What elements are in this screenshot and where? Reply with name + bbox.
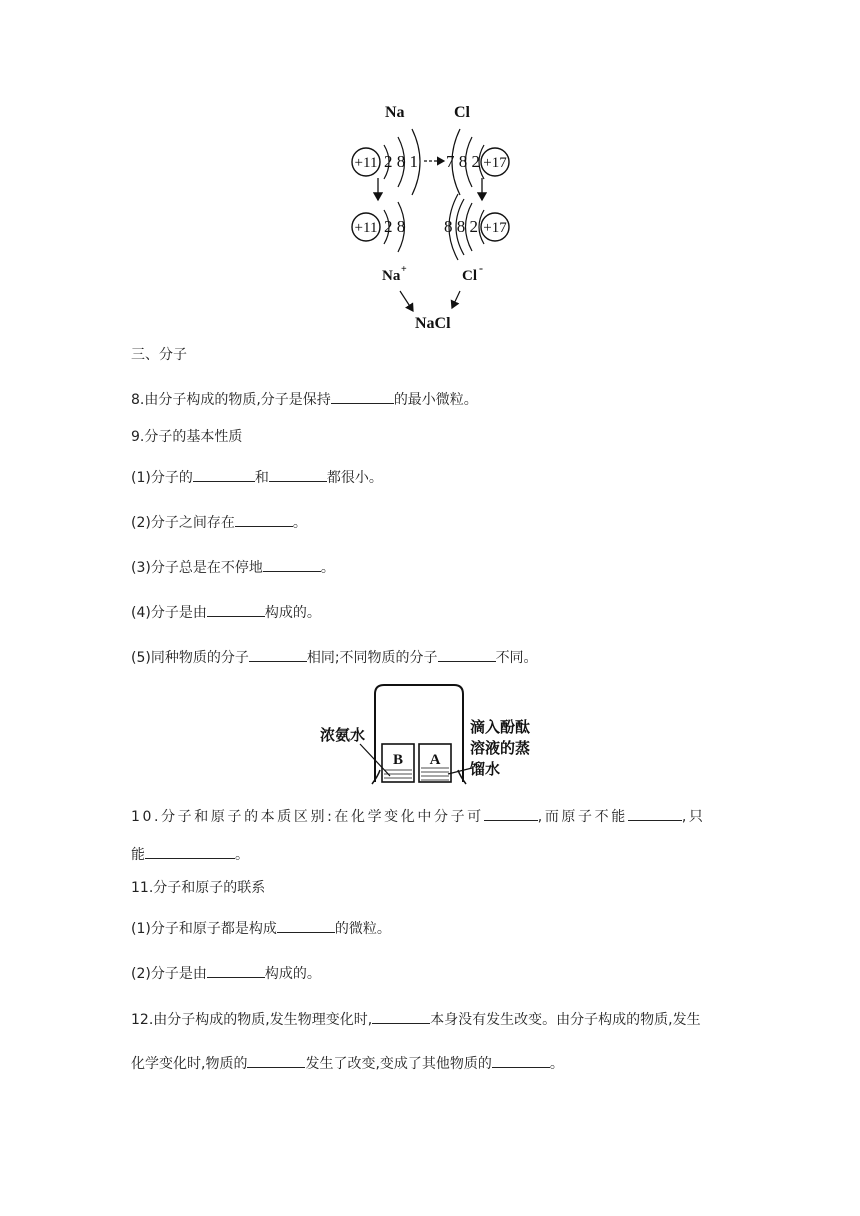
answer-blank[interactable] [235, 512, 293, 527]
answer-blank[interactable] [492, 1053, 550, 1068]
na-shell-numbers-bottom: 2 8 [384, 217, 406, 236]
beaker-a-label: A [429, 752, 441, 768]
beaker-b-label: B [392, 752, 404, 768]
question-12-line1: 12.由分子构成的物质,发生物理变化时, 本身没有发生改变。由分子构成的物质,发生 [131, 1009, 701, 1030]
cl-shell-numbers-bottom: 8 8 2 [444, 217, 478, 236]
answer-blank[interactable] [438, 647, 496, 662]
answer-blank[interactable] [331, 389, 394, 404]
na-label: Na [385, 104, 405, 121]
phenolphthalein-label-line1: 滴入酚酞 [470, 720, 531, 736]
question-9-item-1: (1)分子的 和 都很小。 [131, 467, 383, 488]
question-12-line2: 化学变化时,物质的 发生了改变,变成了其他物质的 。 [131, 1053, 564, 1074]
cl-ion-charge: - [479, 261, 483, 275]
na-nucleus-label: +11 [354, 155, 378, 171]
answer-blank[interactable] [372, 1009, 430, 1024]
na-ion-nucleus-label: +11 [354, 220, 378, 236]
cl-shell-numbers-top: 7 8 2 [446, 152, 480, 171]
concentrated-ammonia-label: 浓氨水 [320, 728, 366, 744]
answer-blank[interactable] [193, 467, 255, 482]
question-11-item-1: (1)分子和原子都是构成 的微粒。 [131, 918, 391, 939]
cl-ion-label: Cl [462, 268, 477, 284]
cl-label: Cl [454, 104, 470, 121]
answer-blank[interactable] [207, 602, 265, 617]
answer-blank[interactable] [249, 647, 307, 662]
answer-blank[interactable] [277, 918, 335, 933]
ionic-bond-diagram [340, 95, 530, 335]
na-ion-charge: + [401, 264, 407, 275]
answer-blank[interactable] [263, 557, 321, 572]
question-10: 10.分子和原子的本质区别:在化学变化中分子可 ,而原子不能 ,只 [131, 806, 706, 827]
phenolphthalein-label-line2: 溶液的蒸 [470, 741, 531, 757]
answer-blank[interactable] [628, 806, 682, 821]
question-8: 8.由分子构成的物质,分子是保持 的最小微粒。 [131, 389, 478, 410]
question-9-title: 9.分子的基本性质 [131, 429, 243, 445]
phenolphthalein-label-line3: 馏水 [470, 762, 501, 778]
question-11-item-2: (2)分子是由 构成的。 [131, 963, 321, 984]
ammonia-diffusion-diagram [320, 680, 545, 790]
nacl-label: NaCl [415, 315, 451, 332]
question-9-item-3: (3)分子总是在不停地 。 [131, 557, 335, 578]
cl-ion-nucleus-label: +17 [483, 220, 507, 236]
question-9-item-4: (4)分子是由 构成的。 [131, 602, 321, 623]
cl-nucleus-label: +17 [483, 155, 507, 171]
answer-blank[interactable] [484, 806, 538, 821]
question-9-item-5: (5)同种物质的分子 相同;不同物质的分子 不同。 [131, 647, 538, 668]
question-9-item-2: (2)分子之间存在 。 [131, 512, 307, 533]
section-title: 三、分子 [131, 347, 187, 363]
question-10-line2: 能 。 [131, 844, 249, 865]
answer-blank[interactable] [247, 1053, 305, 1068]
answer-blank[interactable] [145, 844, 235, 859]
answer-blank[interactable] [207, 963, 265, 978]
na-shell-numbers-top: 2 8 1 [384, 152, 418, 171]
question-11-title: 11.分子和原子的联系 [131, 880, 266, 896]
na-ion-label: Na [382, 268, 401, 284]
answer-blank[interactable] [269, 467, 327, 482]
